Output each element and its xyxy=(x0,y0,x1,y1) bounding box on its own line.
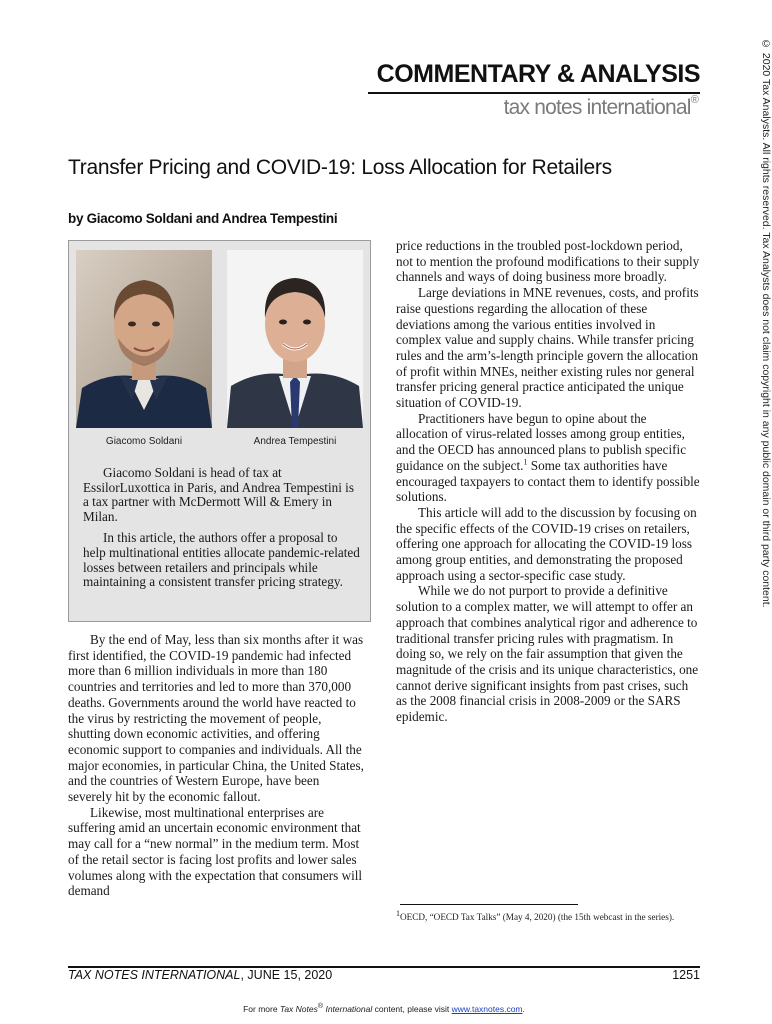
photo-caption-soldani: Giacomo Soldani xyxy=(105,436,183,447)
paragraph xyxy=(396,411,700,505)
page-number: 1251 xyxy=(672,968,700,982)
article-byline: by Giacomo Soldani and Andrea Tempestini xyxy=(68,211,338,226)
author-photo-tempestini xyxy=(227,250,363,428)
header-rule xyxy=(368,92,700,94)
more-prefix: For more xyxy=(243,1003,280,1014)
footer-publication: TAX NOTES INTERNATIONAL xyxy=(68,968,241,982)
footnote-reference[interactable]: 1 xyxy=(523,457,528,467)
footnote-rule xyxy=(400,904,578,905)
section-title: COMMENTARY & ANALYSIS xyxy=(376,60,700,88)
more-content-line xyxy=(0,1002,768,1014)
brand-logo xyxy=(360,96,698,120)
brand-registered-mark: ® xyxy=(690,94,698,106)
footnote-text: OECD, “OECD Tax Talks” (May 4, 2020) (the 15th webcast in the series). xyxy=(400,912,675,922)
paragraph: Likewise, most multinational enterprises are suffering amid an uncertain economic environment that may call for a “new normal” in the medium term. Most of the retail sector is facing lost profits and lower sales volumes along with the expectation that consumers will demand xyxy=(68,804,363,899)
footnote xyxy=(396,908,700,923)
author-photo-soldani xyxy=(76,250,212,428)
more-publication-suffix: International xyxy=(323,1003,373,1014)
paragraph: Large deviations in MNE revenues, costs, and profits raise questions regarding the allocation of these deviations among the various entities involved in complex value and supply chains. While transfer pricing rules and the arm’s-length principle govern the allocation of profit within MNEs, neither existing rules nor general transfer pricing general practice anticipated the unique situation of COVID-19. xyxy=(396,285,699,411)
author-box-text xyxy=(83,466,361,597)
paragraph: This article will add to the discussion by focusing on the specific effects of the COVID-19 crises on retailers, offering one approach for allocating the COVID-19 loss among group entities, and demonstrating the proposed approach using a sector-specific case study. xyxy=(396,504,697,583)
paragraph: price reductions in the troubled post-lockdown period, not to mention the profound modifications to their supply channels and ways of doing business more broadly. xyxy=(396,238,700,285)
more-end: . xyxy=(522,1003,525,1014)
article-abstract: In this article, the authors offer a proposal to help multinational entities allocate pandemic-related losses between retailers and principals while maintaining a consistent transfer pricing strategy. xyxy=(83,530,360,590)
paragraph-text: Some tax authorities have encouraged taxpayers to contact them to identify possible solutions. xyxy=(396,457,700,505)
more-middle: content, please visit xyxy=(372,1003,452,1014)
more-registered-mark: ® xyxy=(317,1002,324,1010)
footnote-number: 1 xyxy=(396,908,400,918)
footer-publication-line xyxy=(68,968,332,982)
taxnotes-link[interactable]: www.taxnotes.com xyxy=(451,1003,523,1014)
photo-caption-tempestini: Andrea Tempestini xyxy=(253,436,337,447)
paragraph: By the end of May, less than six months after it was first identified, the COVID-19 pandemic had infected more than 6 million individuals in more than 180 countries and territories and led to more than 370,000 deaths. Governments around the world have reacted to the virus by restricting the movement of people, shutting down economic activities, and offering economic support to companies and individuals. All the major economies, in particular China, the United States, and the countries of Western Europe, have been severely hit by the economic fallout. xyxy=(68,632,364,805)
author-bio: Giacomo Soldani is head of tax at EssilorLuxottica in Paris, and Andrea Tempestini is a tax partner with McDermott Will & Emery in Milan. xyxy=(83,465,354,524)
right-column xyxy=(396,238,700,725)
footer-date: , JUNE 15, 2020 xyxy=(240,968,333,982)
copyright-side-note: © 2020 Tax Analysts. All rights reserved. Tax Analysts does not claim copyright in any public domain or third party content. xyxy=(760,38,772,608)
author-box xyxy=(68,240,371,622)
paragraph: While we do not purport to provide a definitive solution to a complex matter, we will attempt to offer an approach that combines analytical rigor and adherence to traditional transfer pricing rules with pragmatism. In doing so, we rely on the fair assumption that given the magnitude of the crisis and its unique characteristics, one cannot derive significant insights from past crises, such as the 2008 financial crisis in 2008-2009 or the SARS epidemic. xyxy=(396,583,699,725)
brand-name: tax notes international xyxy=(503,96,691,119)
article-title: Transfer Pricing and COVID-19: Loss Allocation for Retailers xyxy=(68,156,612,179)
paragraph-text: Practitioners have begun to opine about the allocation of virus-related losses among group entities, and the OECD has announced plans to publish specific guidance on the subject. xyxy=(396,410,687,473)
left-column xyxy=(68,632,366,899)
more-publication: Tax Notes xyxy=(279,1003,318,1014)
